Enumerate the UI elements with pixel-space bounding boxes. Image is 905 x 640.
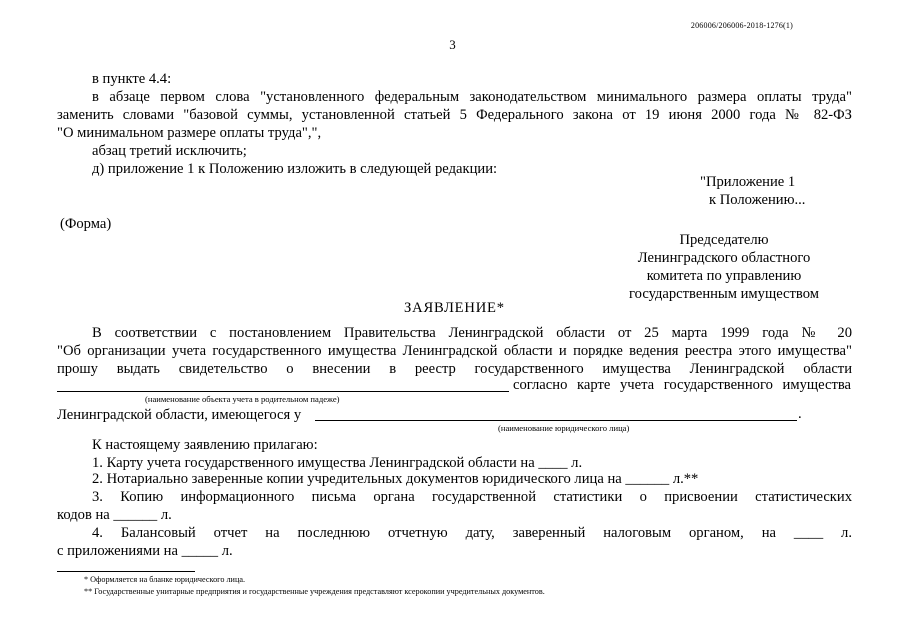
addressee-line: комитета по управлению	[646, 268, 802, 284]
statement-line: В соответствии с постановлением Правительства Ленинградской области от 25 марта 1999 года № 20	[92, 325, 852, 341]
form-label: (Форма)	[60, 216, 112, 232]
page-number: 3	[449, 37, 456, 52]
addressee-line: Председателю	[679, 232, 769, 248]
statement-line: прошу выдать свидетельство о внесении в реестр государственного имущества Ленинградской области	[57, 361, 852, 377]
attachment-item: 1. Карту учета государственного имущества Ленинградской области на ____ л.	[92, 455, 583, 471]
paragraph-point: в пункте 4.4:	[92, 71, 172, 87]
footnote: ** Государственные унитарные предприятия и государственные учреждения представляют ксерокопии учредительных документов.	[84, 587, 545, 596]
appendix-title: "Приложение 1	[700, 174, 796, 190]
statement-line: "Об организации учета государственного имущества Ленинградской области и порядке ведения реестра этого имущества"	[57, 343, 852, 359]
paragraph-line: д) приложение 1 к Положению изложить в следующей редакции:	[92, 161, 498, 177]
legal-entity-caption: (наименование юридического лица)	[498, 423, 630, 433]
document-id: 206006/206006-2018-1276(1)	[690, 21, 793, 30]
paragraph-line: в абзаце первом слова "установленного федеральным законодательством минимального размера оплаты труда"	[92, 89, 852, 105]
attachment-item: кодов на ______ л.	[57, 507, 172, 523]
addressee-line: государственным имуществом	[629, 286, 819, 302]
footnote: * Оформляется на бланке юридического лица.	[84, 575, 246, 584]
attachment-item: 2. Нотариально заверенные копии учредительных документов юридического лица на ______ л.**	[92, 471, 699, 487]
legal-entity-blank	[315, 420, 797, 421]
period-mark: .	[798, 406, 802, 422]
statement-line: Ленинградской области, имеющегося у	[57, 407, 302, 423]
paragraph-line: заменить словами "базовой суммы, установленной статьей 5 Федерального закона от 19 июня 2000 года № 82-ФЗ	[57, 107, 852, 123]
paragraph-line: абзац третий исключить;	[92, 143, 247, 159]
paragraph-line: "О минимальном размере оплаты труда",",	[57, 125, 322, 141]
object-name-blank	[57, 391, 509, 392]
attachment-item: 4. Балансовый отчет на последнюю отчетную дату, заверенный налоговым органом, на ____ л.	[92, 525, 852, 541]
document-title: ЗАЯВЛЕНИЕ*	[404, 300, 505, 316]
attachment-item: с приложениями на _____ л.	[57, 543, 233, 559]
footnote-separator	[57, 571, 195, 572]
attachments-intro: К настоящему заявлению прилагаю:	[92, 437, 318, 453]
addressee-line: Ленинградского областного	[637, 250, 811, 266]
appendix-subtitle: к Положению...	[709, 192, 806, 208]
statement-line: согласно карте учета государственного имущества	[513, 377, 851, 393]
object-name-caption: (наименование объекта учета в родительном падеже)	[145, 394, 340, 404]
attachment-item: 3. Копию информационного письма органа государственной статистики о присвоении статистических	[92, 489, 852, 505]
